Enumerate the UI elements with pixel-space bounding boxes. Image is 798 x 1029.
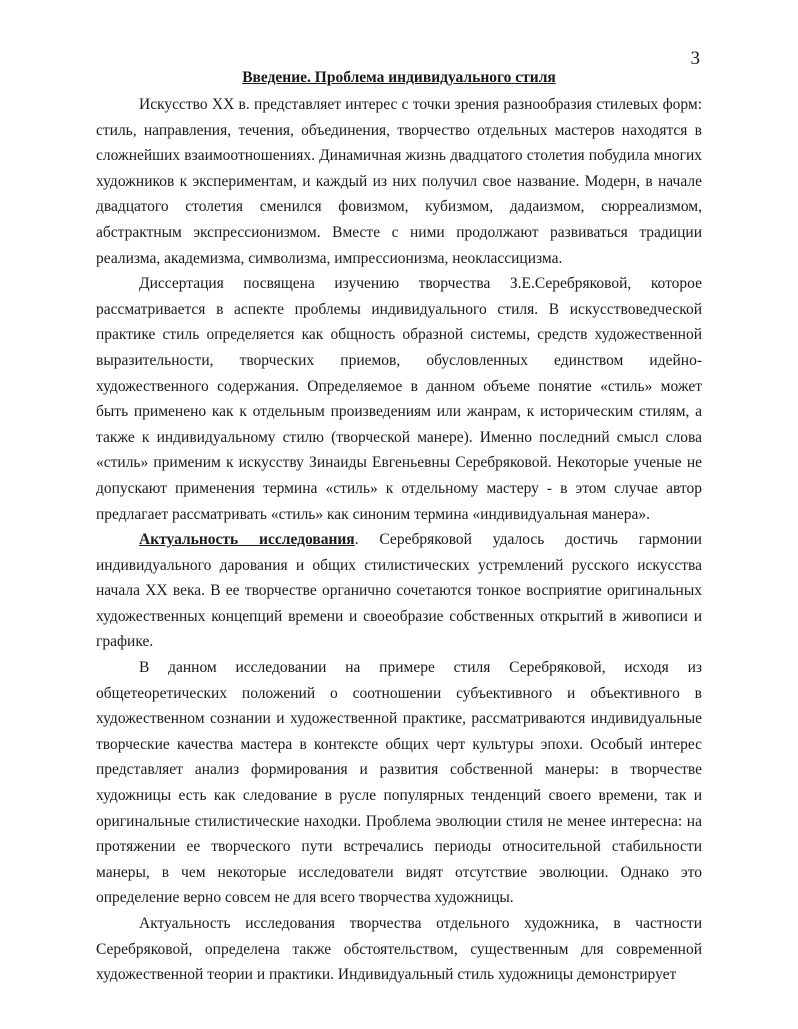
paragraph-text: Диссертация посвящена изучению творчества З.Е.Серебряковой, которое рассматривается в аспекте проблемы индивидуального стиля. В искусствоведческой практике стиль определяется как общность образной системы, средств художественной выразительности, творческих приемов, обусловленных единством идейно-художественного содержания. Определяемое в данном объеме понятие «стиль» может быть применено как к отдельным произведениям или жанрам, к историческим стилям, а также к индивидуальному стилю (творческой манере). Именно последний смысл слова «стиль» применим к искусству Зинаиды Евгеньевны Серебряковой. Некоторые ученые не допускают применения термина «стиль» к отдельному мастеру - в этом случае автор предлагает рассматривать «стиль» как синоним термина «индивидуальная манера». [96,275,702,523]
paragraph-text: . Серебряковой удалось достичь гармонии индивидуального дарования и общих стилистических устремлений русского искусства начала XX века. В ее творчестве органично сочетаются тонкое восприятие оригинальных художественных концепций времени и своеобразие собственных открытий в живописи и графике. [96,531,702,651]
paragraph-text: Искусство XX в. представляет интерес с точки зрения разнообразия стилевых форм: стиль, направления, течения, объединения, творчество отдельных мастеров находятся в сложнейших взаимоотношениях. Динамичная жизнь двадцатого столетия побудила многих художников к экспериментам, и каждый из них получил свое название. Модерн, в начале двадцатого столетия сменился фовизмом, кубизмом, дадаизмом, сюрреализмом, абстрактным экспрессионизмом. Вместе с ними продолжают развиваться традиции реализма, академизма, символизма, импрессионизма, неоклассицизма. [96,96,702,267]
paragraph [96,655,702,911]
section-title: Введение. Проблема индивидуального стиля [242,69,556,86]
paragraph [96,911,702,988]
relevance-term: Актуальность исследования [139,531,355,549]
document-body [96,92,702,988]
paragraph [96,271,702,527]
paragraph [96,92,702,271]
paragraph [96,527,702,655]
paragraph-text: Актуальность исследования творчества отдельного художника, в частности Серебряковой, определена также обстоятельством, существенным для современной художественной теории и практики. Индивидуальный стиль художницы демонстрирует [96,915,702,984]
page-number: 3 [690,48,700,69]
paragraph-text: В данном исследовании на примере стиля Серебряковой, исходя из общетеоретических положений о соотношении субъективного и объективного в художественном сознании и художественной практике, рассматриваются индивидуальные творческие качества мастера в контексте общих черт культуры эпохи. Особый интерес представляет анализ формирования и развития собственной манеры: в творчестве художницы есть как следование в русле популярных тенденций своего времени, так и оригинальные стилистические находки. Проблема эволюции стиля не менее интересна: на протяжении ее творческого пути встречались периоды относительной стабильности манеры, в чем некоторые исследователи видят отсутствие эволюции. Однако это определение верно совсем не для всего творчества художницы. [96,659,702,907]
